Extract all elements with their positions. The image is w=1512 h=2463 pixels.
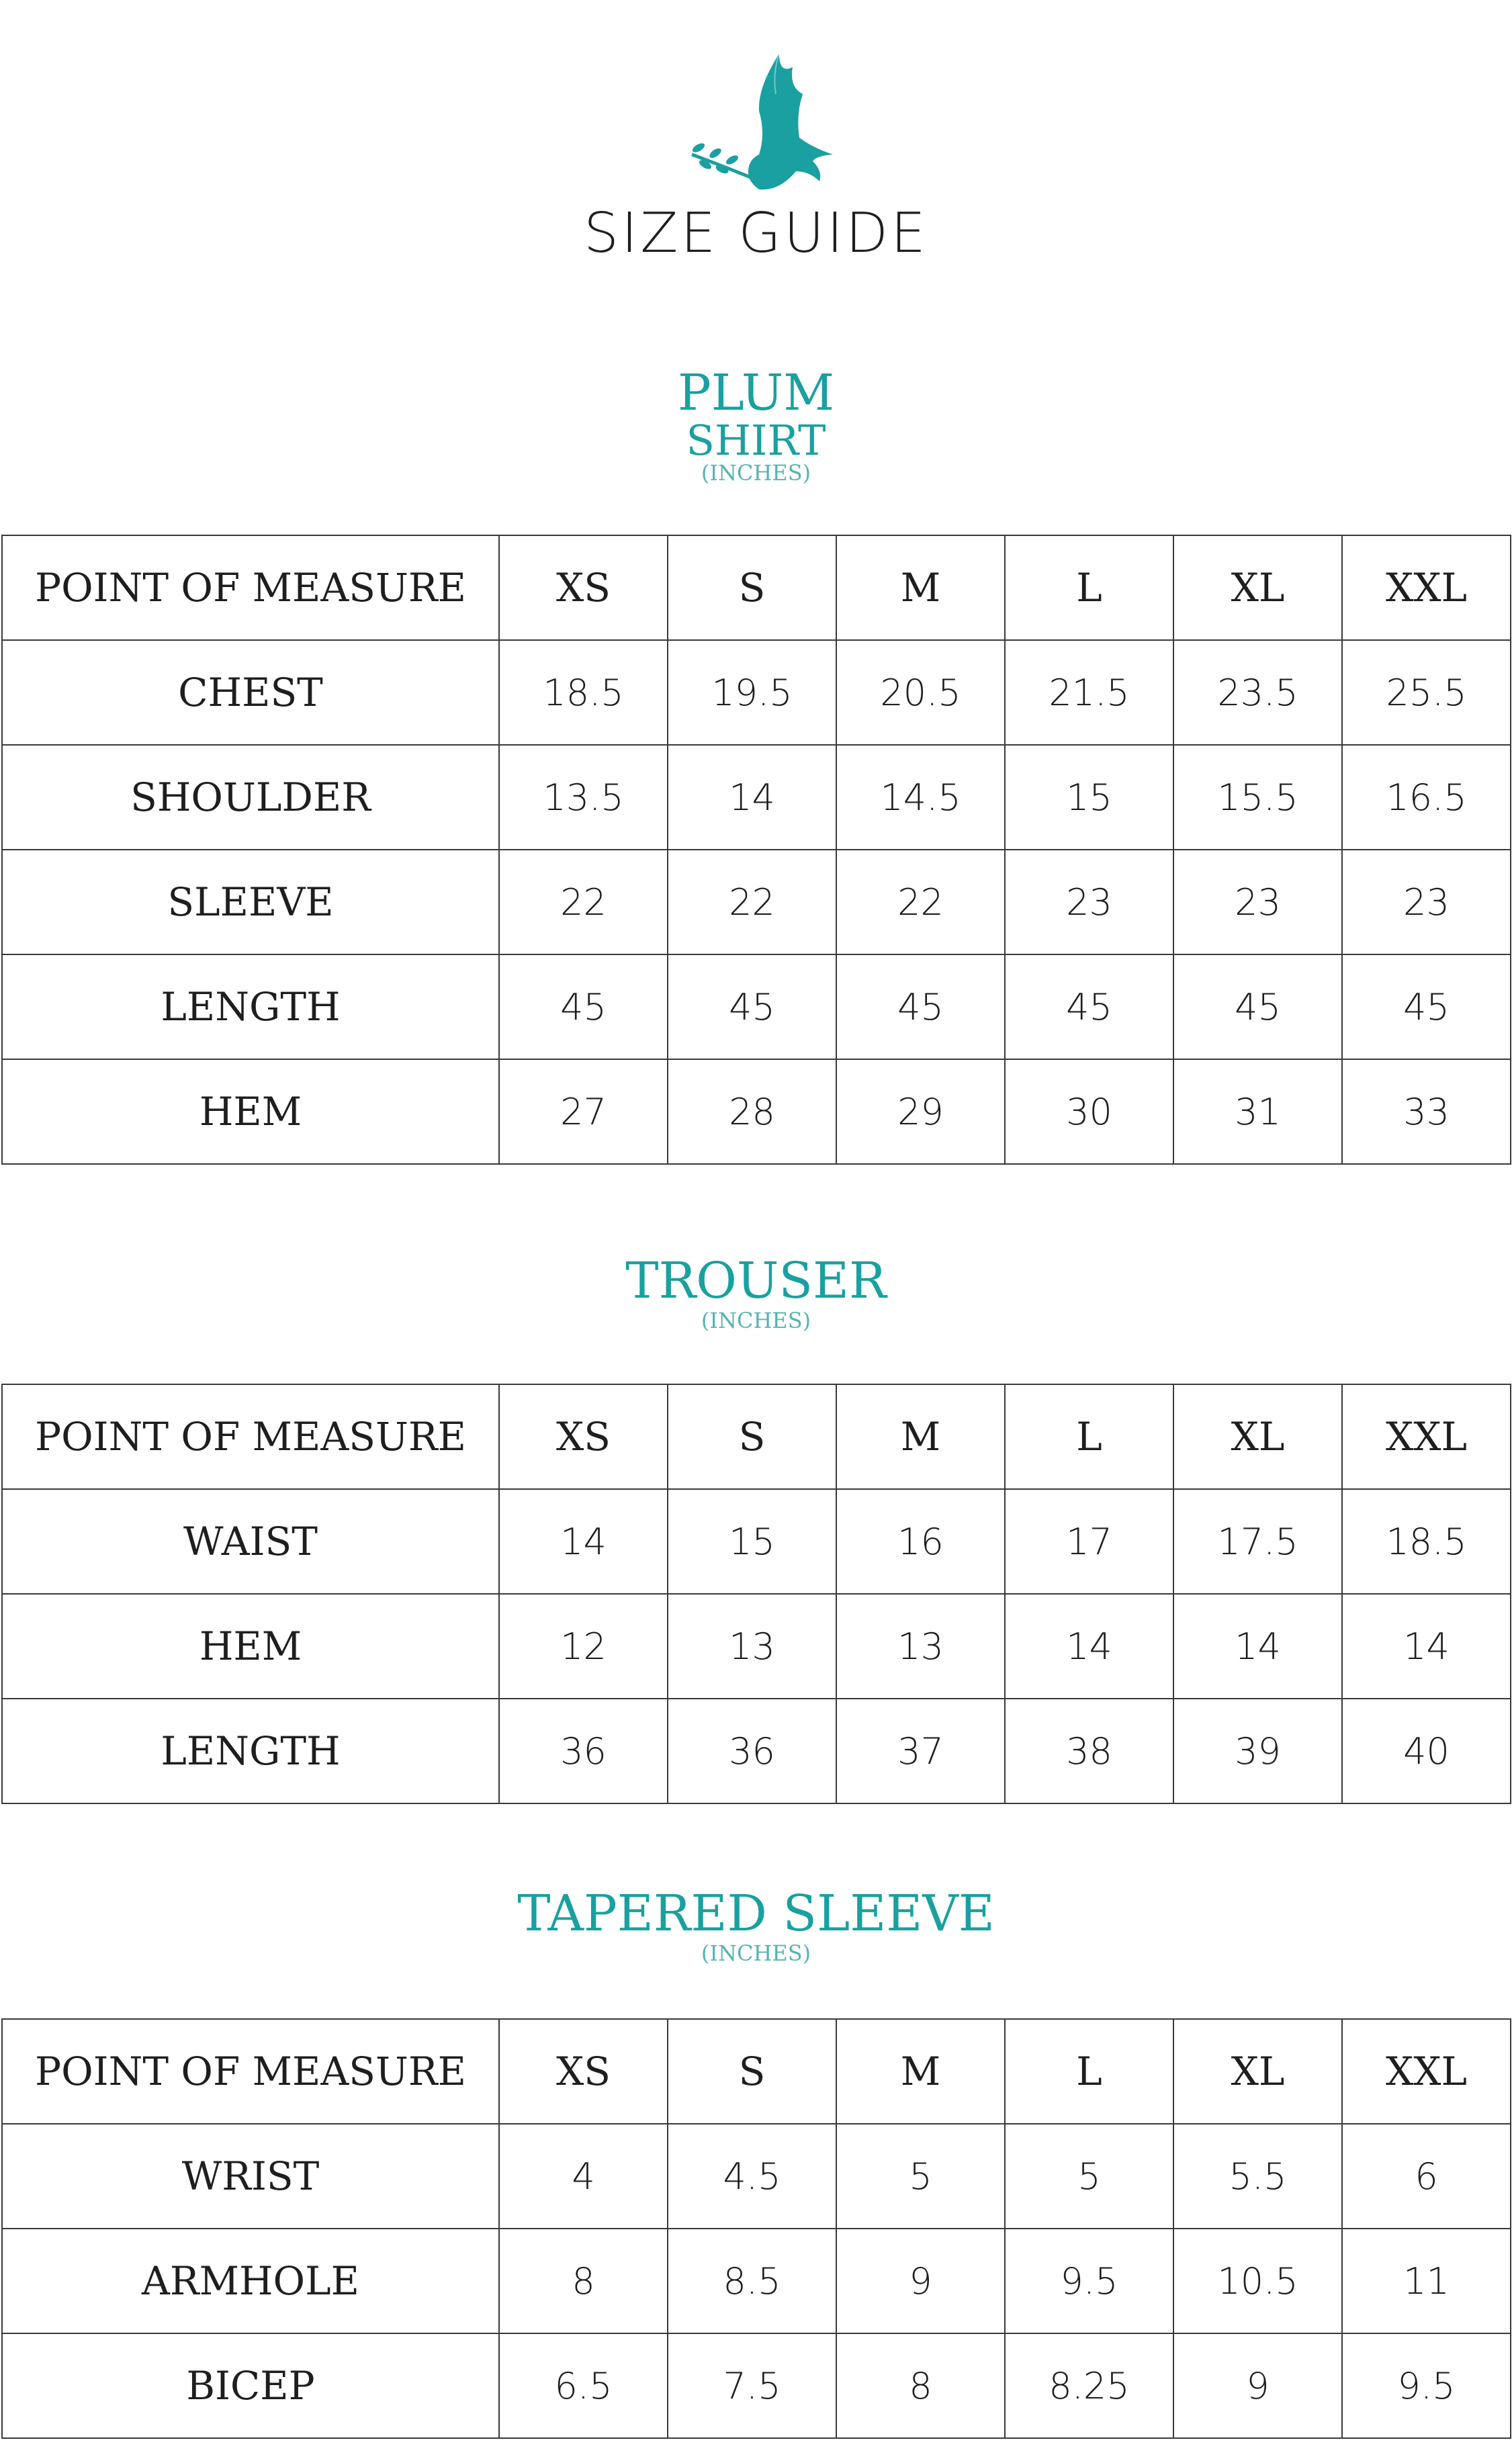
table-row (2, 2124, 1511, 2229)
column-header: POINT OF MEASURE (2, 535, 499, 640)
measure-label: WAIST (2, 1489, 499, 1594)
measure-label: LENGTH (2, 1699, 499, 1803)
table-cell: 9 (1173, 2333, 1342, 2438)
measure-label: WRIST (2, 2124, 499, 2229)
column-header: XL (1173, 1384, 1342, 1489)
column-header: S (668, 2019, 836, 2124)
table-cell: 14 (1342, 1594, 1511, 1699)
table-cell: 45 (1342, 954, 1511, 1059)
table-row (2, 2229, 1511, 2333)
table-cell: 8.5 (668, 2229, 836, 2333)
dove-with-olive-branch-icon (678, 47, 853, 208)
table-cell: 37 (836, 1699, 1005, 1803)
size-table-shirt (1, 535, 1511, 1165)
table-cell: 13 (836, 1594, 1005, 1699)
table-row (2, 745, 1511, 850)
column-header: XXL (1342, 1384, 1511, 1489)
measure-label: ARMHOLE (2, 2229, 499, 2333)
table-row (2, 954, 1511, 1059)
table-cell: 45 (1173, 954, 1342, 1059)
column-header: S (668, 1384, 836, 1489)
table-cell: 16.5 (1342, 745, 1511, 850)
table-cell: 28 (668, 1059, 836, 1164)
table-cell: 36 (499, 1699, 668, 1803)
table-cell: 4.5 (668, 2124, 836, 2229)
table-header-row (2, 1384, 1511, 1489)
table-cell: 8.25 (1005, 2333, 1173, 2438)
column-header: L (1005, 535, 1173, 640)
table-cell: 33 (1342, 1059, 1511, 1164)
column-header: XS (499, 2019, 668, 2124)
table-row (2, 1059, 1511, 1164)
table-cell: 20.5 (836, 640, 1005, 745)
column-header: POINT OF MEASURE (2, 2019, 499, 2124)
table-cell: 31 (1173, 1059, 1342, 1164)
table-cell: 8 (836, 2333, 1005, 2438)
table-cell: 23 (1173, 850, 1342, 954)
measure-label: SLEEVE (2, 850, 499, 954)
column-header: M (836, 535, 1005, 640)
column-header: XXL (1342, 2019, 1511, 2124)
measure-label: HEM (2, 1594, 499, 1699)
table-cell: 15 (668, 1489, 836, 1594)
table-cell: 30 (1005, 1059, 1173, 1164)
table-cell: 17.5 (1173, 1489, 1342, 1594)
table-cell: 17 (1005, 1489, 1173, 1594)
section-title: TROUSER (625, 1252, 887, 1310)
table-cell: 5 (1005, 2124, 1173, 2229)
table-cell: 9.5 (1005, 2229, 1173, 2333)
table-cell: 40 (1342, 1699, 1511, 1803)
table-row (2, 1594, 1511, 1699)
measure-label: CHEST (2, 640, 499, 745)
table-cell: 13 (668, 1594, 836, 1699)
column-header: XS (499, 535, 668, 640)
page-title: SIZE GUIDE (584, 201, 928, 265)
table-cell: 14 (668, 745, 836, 850)
measure-label: HEM (2, 1059, 499, 1164)
section-title: TAPERED SLEEVE (517, 1885, 995, 1942)
table-cell: 14 (499, 1489, 668, 1594)
table-cell: 45 (836, 954, 1005, 1059)
table-cell: 9.5 (1342, 2333, 1511, 2438)
table-cell: 6 (1342, 2124, 1511, 2229)
table-cell: 23.5 (1173, 640, 1342, 745)
column-header: L (1005, 1384, 1173, 1489)
table-row (2, 850, 1511, 954)
table-row (2, 1489, 1511, 1594)
table-cell: 45 (499, 954, 668, 1059)
column-header: S (668, 535, 836, 640)
table-cell: 13.5 (499, 745, 668, 850)
table-cell: 11 (1342, 2229, 1511, 2333)
size-table-trouser (1, 1384, 1511, 1804)
section-title: PLUM (677, 364, 835, 422)
table-cell: 10.5 (1173, 2229, 1342, 2333)
table-cell: 14 (1005, 1594, 1173, 1699)
section-unit: (INCHES) (701, 460, 811, 486)
table-cell: 23 (1342, 850, 1511, 954)
column-header: POINT OF MEASURE (2, 1384, 499, 1489)
table-header-row (2, 535, 1511, 640)
column-header: XXL (1342, 535, 1511, 640)
table-cell: 8 (499, 2229, 668, 2333)
table-cell: 15.5 (1173, 745, 1342, 850)
measure-label: LENGTH (2, 954, 499, 1059)
table-cell: 29 (836, 1059, 1005, 1164)
table-cell: 6.5 (499, 2333, 668, 2438)
table-cell: 19.5 (668, 640, 836, 745)
table-cell: 4 (499, 2124, 668, 2229)
table-cell: 18.5 (499, 640, 668, 745)
table-row (2, 1699, 1511, 1803)
section-unit: (INCHES) (701, 1940, 811, 1966)
column-header: M (836, 1384, 1005, 1489)
table-row (2, 640, 1511, 745)
table-cell: 45 (1005, 954, 1173, 1059)
table-cell: 23 (1005, 850, 1173, 954)
table-row (2, 2333, 1511, 2438)
column-header: L (1005, 2019, 1173, 2124)
table-cell: 22 (668, 850, 836, 954)
table-cell: 39 (1173, 1699, 1342, 1803)
table-cell: 14.5 (836, 745, 1005, 850)
table-cell: 22 (499, 850, 668, 954)
table-cell: 45 (668, 954, 836, 1059)
column-header: XL (1173, 535, 1342, 640)
size-table-tapered-sleeve (1, 2018, 1511, 2439)
table-cell: 12 (499, 1594, 668, 1699)
table-cell: 25.5 (1342, 640, 1511, 745)
table-cell: 16 (836, 1489, 1005, 1594)
table-cell: 38 (1005, 1699, 1173, 1803)
table-cell: 15 (1005, 745, 1173, 850)
measure-label: SHOULDER (2, 745, 499, 850)
table-cell: 5 (836, 2124, 1005, 2229)
table-cell: 9 (836, 2229, 1005, 2333)
table-cell: 27 (499, 1059, 668, 1164)
table-cell: 14 (1173, 1594, 1342, 1699)
measure-label: BICEP (2, 2333, 499, 2438)
column-header: XL (1173, 2019, 1342, 2124)
section-unit: (INCHES) (701, 1308, 811, 1333)
table-header-row (2, 2019, 1511, 2124)
column-header: M (836, 2019, 1005, 2124)
table-cell: 21.5 (1005, 640, 1173, 745)
table-cell: 7.5 (668, 2333, 836, 2438)
table-cell: 5.5 (1173, 2124, 1342, 2229)
section-subtitle: SHIRT (686, 416, 826, 465)
table-cell: 22 (836, 850, 1005, 954)
table-cell: 18.5 (1342, 1489, 1511, 1594)
column-header: XS (499, 1384, 668, 1489)
table-cell: 36 (668, 1699, 836, 1803)
